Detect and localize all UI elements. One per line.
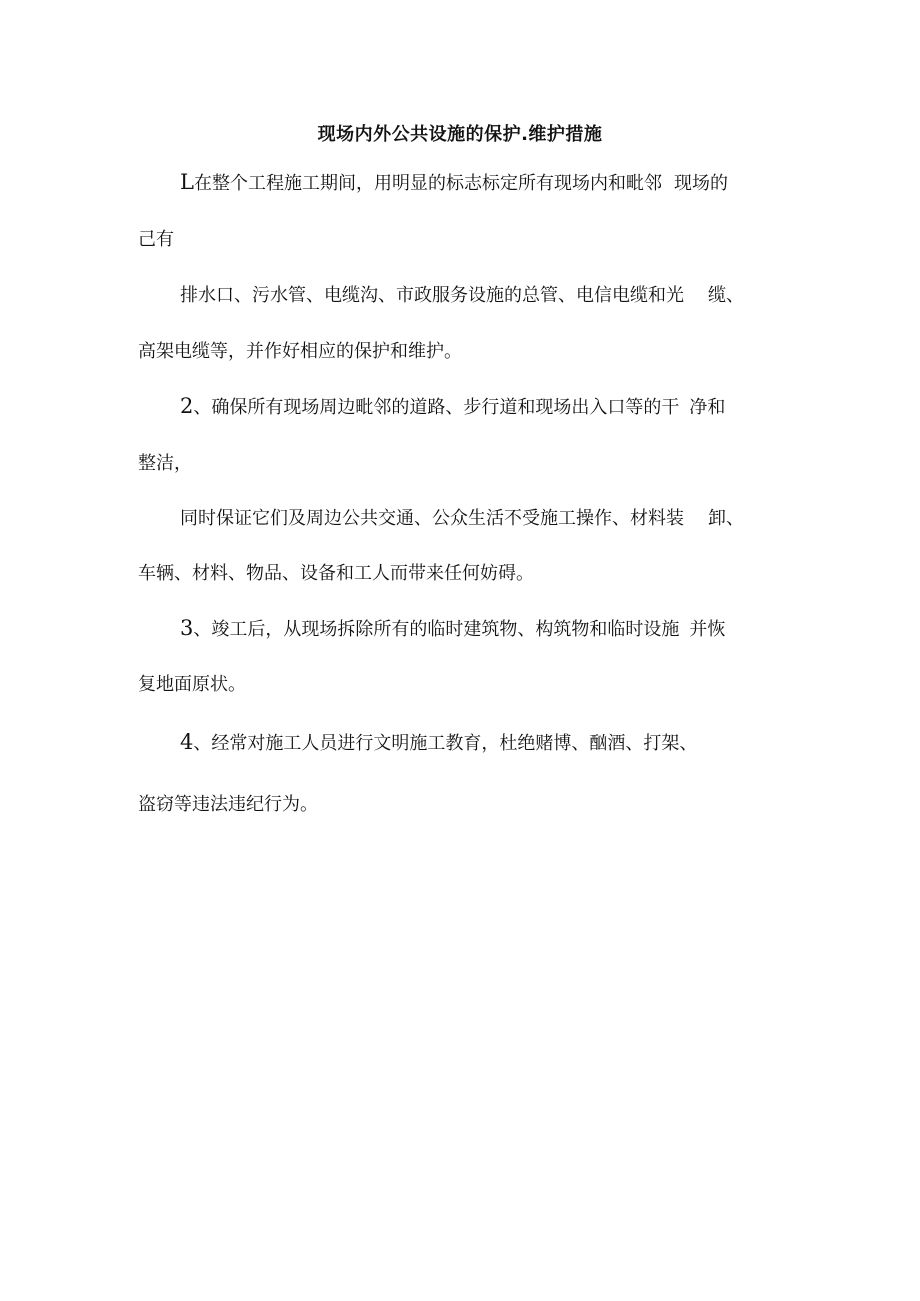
item-1-text: 在整个工程施工期间，用明显的标志标定所有现场内和毗邻 <box>193 173 662 194</box>
item-1-line-3 <box>180 285 744 307</box>
item-3-text-tail: 并恢 <box>689 619 726 640</box>
item-2-number: 2 <box>180 394 194 418</box>
item-2-text-tail: 净和 <box>689 397 726 418</box>
item-3-number: 3 <box>180 616 194 640</box>
item-2-line-1 <box>180 395 725 419</box>
item-2-line-4: 车辆、材料、物品、设备和工人而带来任何妨碍。 <box>138 563 534 584</box>
item-1-line-3-text: 排水口、污水管、电缆沟、市政服务设施的总管、电信电缆和光 <box>180 285 684 306</box>
item-2-line-3 <box>180 508 744 530</box>
item-1-line-2: 己有 <box>138 229 174 250</box>
item-3-line-2: 复地面原状。 <box>138 674 246 695</box>
item-3-line-1 <box>180 617 725 641</box>
item-2-text: 、确保所有现场周边毗邻的道路、步行道和现场出入口等的干 <box>193 397 680 418</box>
item-4-line-2: 盗窃等违法违纪行为。 <box>138 794 318 815</box>
document-title: 现场内外公共设施的保护.维护措施 <box>317 124 603 145</box>
item-4-number: 4 <box>180 730 194 754</box>
item-2-line-3-text: 同时保证它们及周边公共交通、公众生活不受施工操作、材料装 <box>180 508 684 529</box>
item-1-line-3-tail: 缆、 <box>708 285 744 306</box>
item-3-text: 、竣工后，从现场拆除所有的临时建筑物、构筑物和临时设施 <box>193 619 680 640</box>
item-1-text-tail: 现场的 <box>673 173 728 194</box>
item-1-line-1 <box>180 171 728 195</box>
item-4-line-1 <box>180 731 697 755</box>
item-2-line-2: 整洁， <box>138 453 192 474</box>
item-2-line-3-tail: 卸、 <box>708 508 744 529</box>
item-1-line-4: 高架电缆等，并作好相应的保护和维护。 <box>138 341 462 362</box>
item-1-number: L <box>180 170 194 194</box>
item-4-text: 、经常对施工人员进行文明施工教育，杜绝赌博、酗酒、打架、 <box>193 733 698 754</box>
